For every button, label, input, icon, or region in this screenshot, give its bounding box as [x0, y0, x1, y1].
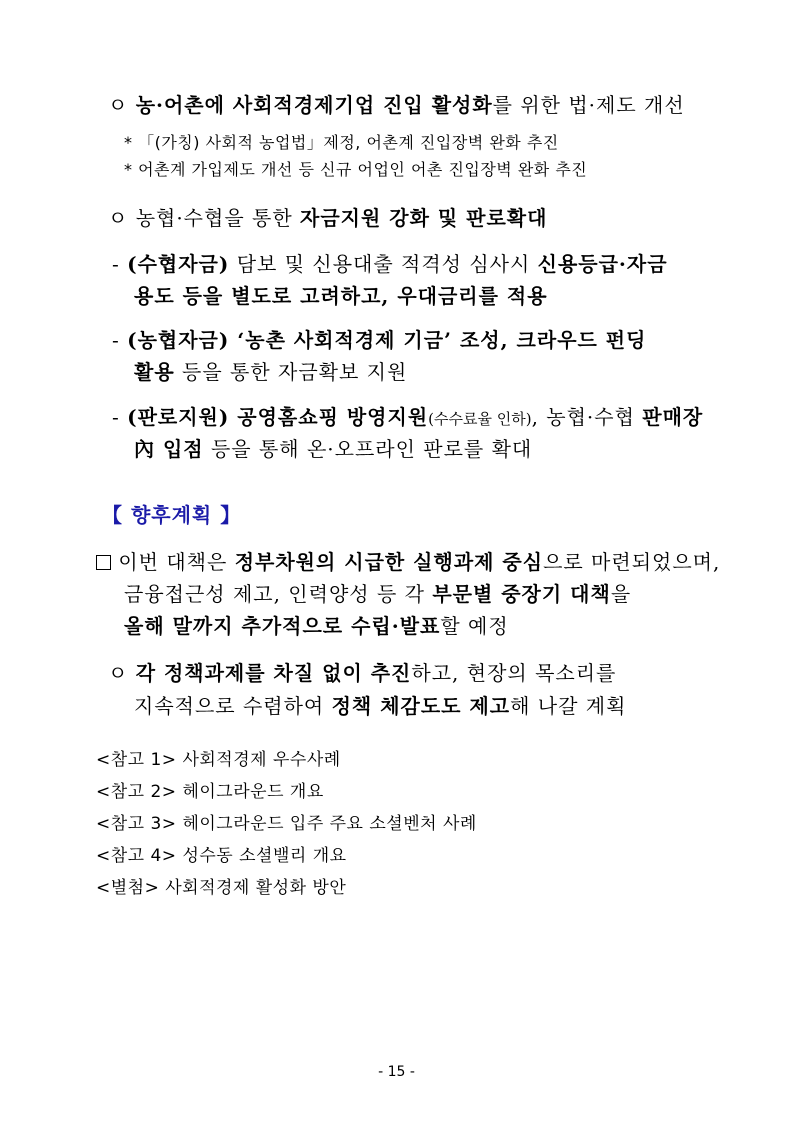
- bullet-marker: ㅇ: [108, 93, 129, 117]
- sub-note-1: * 「(가칭) 사회적 농업법」제정, 어촌계 진입장벽 완화 추진: [124, 133, 559, 152]
- dash-sales-channel-line2: [134, 439, 532, 459]
- bullet-bold-text: 농·어촌에 사회적경제기업 진입 활성화: [135, 93, 493, 117]
- dash-bold-text: 판매장: [642, 405, 704, 429]
- bullet-rural-entry: [108, 95, 685, 115]
- page-number: - 15 -: [378, 1064, 415, 1080]
- checkbox-square-icon: [96, 555, 111, 570]
- bullet-bold-text: 자금지원 강화 및 판로확대: [300, 206, 548, 230]
- dash-text: , 농협·수협: [531, 405, 643, 429]
- dash-text: 등을 통한 자금확보 지원: [174, 360, 408, 384]
- plan-text: 을: [610, 582, 632, 606]
- sub-note-2: * 어촌계 가입제도 개선 등 신규 어업인 어촌 진입장벽 완화 추진: [124, 160, 588, 179]
- dash-suhyup-fund-line2: [134, 286, 548, 306]
- dash-sales-channel: [112, 407, 703, 427]
- plan-text: 으로 마련되었으며,: [543, 550, 721, 574]
- plan-text: 할 예정: [440, 614, 509, 638]
- section-bracket-close: 】: [220, 503, 242, 527]
- dash-label: (수협자금): [127, 252, 230, 276]
- plan-bold-text: 올해 말까지 추가적으로 수립·발표: [124, 614, 441, 638]
- dash-bold-text: 신용등급·자금: [537, 252, 668, 276]
- bullet-bold-text: 각 정책과제를 차질 없이 추진: [135, 661, 412, 685]
- plan-bold-text: 정부차원의 시급한 실행과제 중심: [234, 550, 544, 574]
- dash-text: 등을 통해 온·오프라인 판로를 확대: [203, 437, 533, 461]
- reference-2: <참고 2> 헤이그라운드 개요: [96, 782, 324, 802]
- dash-bold-text: 용도 등을 별도로 고려하고, 우대금리를 적용: [134, 284, 548, 308]
- dash-marker: -: [112, 405, 120, 429]
- dash-label: (농협자금) ‘농촌 사회적경제 기금’ 조성, 크라우드 펀딩: [127, 328, 647, 352]
- plan-line-1: [96, 552, 720, 572]
- dash-paren-note: (수수료율 인하): [428, 410, 532, 428]
- plan-line-2: [124, 584, 631, 604]
- reference-3: <참고 3> 헤이그라운드 입주 주요 소셜벤처 사례: [96, 814, 477, 834]
- dash-label: (판로지원) 공영홈쇼핑 방영지원: [127, 405, 429, 429]
- plan-line-3: [124, 616, 509, 636]
- bullet-marker: ㅇ: [108, 661, 129, 685]
- bullet-text: 지속적으로 수렴하여: [134, 694, 332, 718]
- dash-nonghyup-fund: [112, 330, 646, 350]
- bullet-text: 하고, 현장의 목소리를: [411, 661, 617, 685]
- dash-suhyup-fund: [112, 254, 668, 274]
- section-bracket-open: 【: [102, 503, 123, 527]
- bullet-marker: ㅇ: [108, 206, 129, 230]
- bullet-text: 를 위한 법·제도 개선: [492, 93, 685, 117]
- bullet-implementation: [108, 663, 616, 683]
- dash-bold-text: 內 입점: [134, 437, 204, 461]
- plan-text: 이번 대책은: [118, 550, 235, 574]
- plan-bold-text: 부문별 중장기 대책: [432, 582, 611, 606]
- dash-bold-text: 활용: [134, 360, 175, 384]
- reference-1: <참고 1> 사회적경제 우수사례: [96, 750, 341, 770]
- bullet-text: 농협·수협을 통한: [135, 206, 300, 230]
- section-title: 향후계획: [130, 503, 213, 527]
- dash-text: 담보 및 신용대출 적격성 심사시: [229, 252, 538, 276]
- dash-marker: -: [112, 252, 120, 276]
- bullet-implementation-line2: [134, 696, 626, 716]
- bullet-text: 해 나갈 계획: [510, 694, 627, 718]
- bullet-funding: [108, 208, 547, 228]
- dash-nonghyup-fund-line2: [134, 362, 407, 382]
- attachment: <별첨> 사회적경제 활성화 방안: [96, 878, 347, 898]
- section-heading-future-plan: [102, 505, 241, 525]
- plan-text: 금융접근성 제고, 인력양성 등 각: [124, 582, 433, 606]
- reference-4: <참고 4> 성수동 소셜밸리 개요: [96, 846, 347, 866]
- bullet-bold-text: 정책 체감도도 제고: [331, 694, 511, 718]
- dash-marker: -: [112, 328, 120, 352]
